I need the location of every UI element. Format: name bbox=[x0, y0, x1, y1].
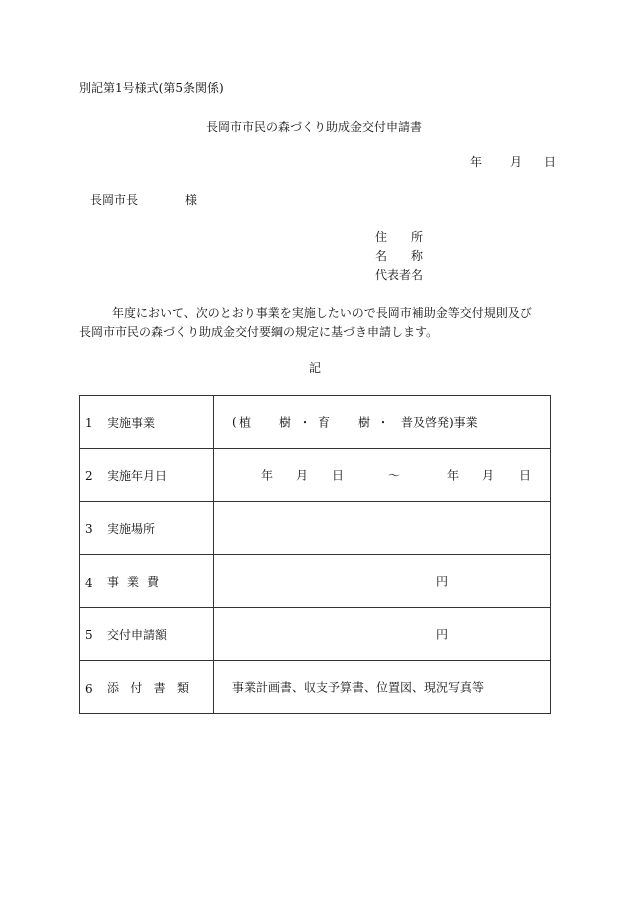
row-label-grant: 5 交付申請額 bbox=[80, 608, 214, 661]
document-title: 長岡市市民の森づくり助成金交付申請書 bbox=[206, 120, 423, 134]
table-row bbox=[80, 661, 551, 714]
table-row bbox=[80, 396, 551, 449]
attachments-value: 事業計画書、収支予算書、位置図、現況写真等 bbox=[214, 661, 551, 714]
submission-date bbox=[470, 155, 556, 169]
addressee-honorific: 様 bbox=[185, 193, 198, 207]
row-label-project: 1 実施事業 bbox=[80, 396, 214, 449]
addressee-name: 長岡市長 bbox=[90, 193, 139, 207]
table-row bbox=[80, 449, 551, 502]
date-month: 月 bbox=[510, 155, 523, 169]
applicant-name-label: 名 称 bbox=[375, 249, 423, 263]
application-items-table bbox=[79, 395, 551, 714]
implementation-period-value: 年 月 日 ～ 年 月 日 bbox=[214, 449, 551, 502]
table-row bbox=[80, 502, 551, 555]
row-label-cost: 4 事業費 bbox=[80, 555, 214, 608]
row-label-attachments: 6 添付書類 bbox=[80, 661, 214, 714]
grant-amount-value: 円 bbox=[214, 608, 551, 661]
row-label-date: 2 実施年月日 bbox=[80, 449, 214, 502]
body-text-line-2: 長岡市市民の森づくり助成金交付要綱の規定に基づき申請します。 bbox=[79, 325, 439, 339]
applicant-address-label: 住 所 bbox=[375, 230, 423, 244]
location-value bbox=[214, 502, 551, 555]
date-day: 日 bbox=[544, 155, 557, 169]
option-awareness: 普及啓発 bbox=[401, 415, 450, 430]
row-label-location: 3 実施場所 bbox=[80, 502, 214, 555]
option-nurturing: 育 樹 bbox=[318, 415, 379, 430]
project-cost-value: 円 bbox=[214, 555, 551, 608]
table-row bbox=[80, 608, 551, 661]
date-year: 年 bbox=[470, 155, 483, 169]
ki-heading: 記 bbox=[309, 361, 322, 375]
applicant-representative-label: 代表者名 bbox=[375, 268, 424, 282]
option-planting: 植 樹 bbox=[239, 415, 300, 430]
form-number: 別記第1号様式(第5条関係) bbox=[79, 81, 224, 95]
table-row bbox=[80, 555, 551, 608]
project-type-value: ( 植 樹 ・ 育 樹 ・ 普及啓発 )事業 bbox=[214, 396, 551, 449]
body-text-line-1: 年度において、次のとおり事業を実施したいので長岡市補助金等交付規則及び bbox=[112, 306, 532, 320]
